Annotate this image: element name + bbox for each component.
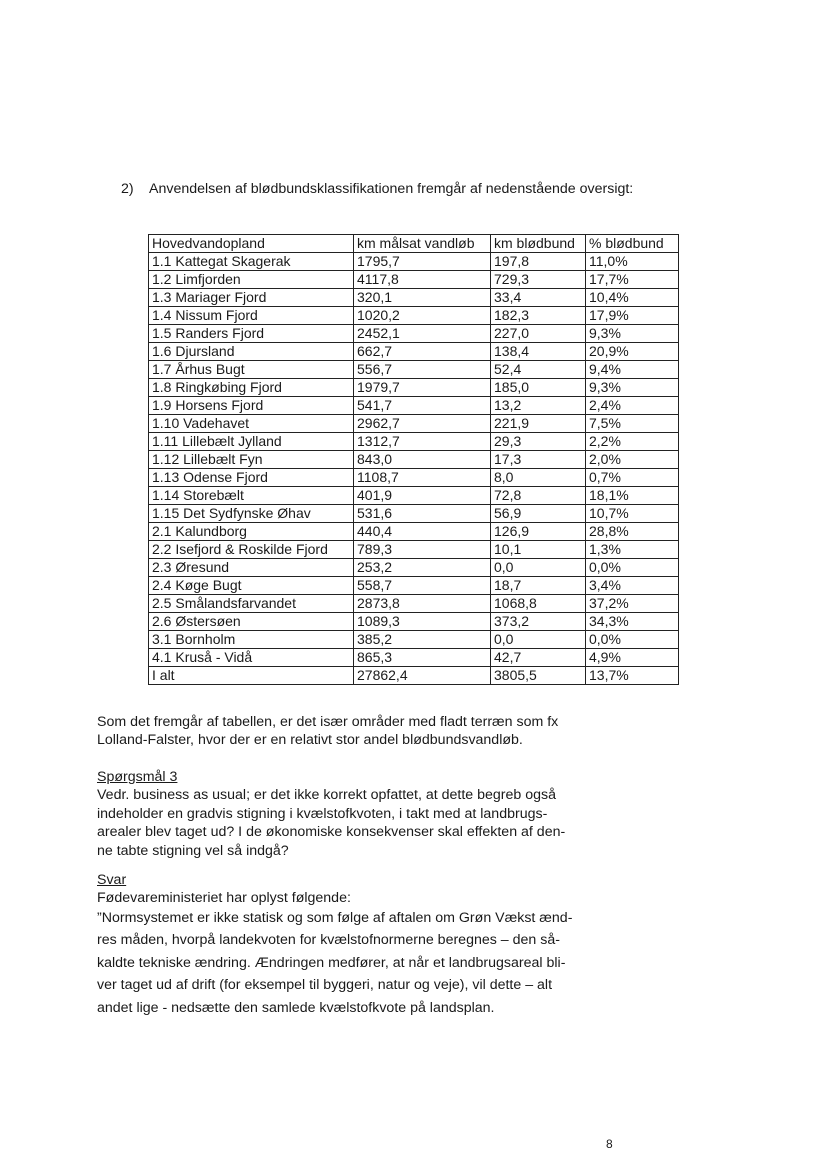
table-cell: 126,9	[491, 523, 586, 541]
table-cell: 0,0	[491, 559, 586, 577]
table-row	[149, 469, 679, 487]
table-cell: 2.3 Øresund	[149, 559, 354, 577]
table-cell: 18,1%	[586, 487, 679, 505]
table-cell: 1795,7	[354, 253, 491, 271]
question-section	[97, 768, 637, 860]
table-cell: 197,8	[491, 253, 586, 271]
text-line: arealer blev taget ud? I de økonomiske konsekvenser skal effekten af den-	[97, 824, 566, 841]
table-cell: 1.10 Vadehavet	[149, 415, 354, 433]
table-cell: 17,7%	[586, 271, 679, 289]
table-cell: 385,2	[354, 631, 491, 649]
table-cell: 2.6 Østersøen	[149, 613, 354, 631]
table-cell: 843,0	[354, 451, 491, 469]
table-cell: 3,4%	[586, 577, 679, 595]
table-cell: 1.13 Odense Fjord	[149, 469, 354, 487]
table-row	[149, 487, 679, 505]
table-cell: 1.5 Randers Fjord	[149, 325, 354, 343]
table-cell: 13,7%	[586, 667, 679, 685]
text-line: andet lige - nedsætte den samlede kvælstofkvote på landsplan.	[97, 999, 495, 1016]
table-row	[149, 343, 679, 361]
table-cell: 2873,8	[354, 595, 491, 613]
table-cell: 1312,7	[354, 433, 491, 451]
soft-bottom-table	[148, 234, 679, 685]
table-header-cell: km blødbund	[491, 235, 586, 253]
table-cell: 2962,7	[354, 415, 491, 433]
table-cell: 9,4%	[586, 361, 679, 379]
table-cell: 7,5%	[586, 415, 679, 433]
table-header-cell: Hovedvandopland	[149, 235, 354, 253]
table-cell: 1.11 Lillebælt Jylland	[149, 433, 354, 451]
table-row	[149, 559, 679, 577]
table-cell: 1089,3	[354, 613, 491, 631]
table-cell: 531,6	[354, 505, 491, 523]
text-line: Lolland-Falster, hvor der er en relativt stor andel blødbundsvandløb.	[97, 732, 523, 749]
table-row	[149, 289, 679, 307]
table-row	[149, 397, 679, 415]
table-cell: 1.9 Horsens Fjord	[149, 397, 354, 415]
table-cell: 17,3	[491, 451, 586, 469]
table-cell: 72,8	[491, 487, 586, 505]
table-cell: 17,9%	[586, 307, 679, 325]
table-cell: 1.3 Mariager Fjord	[149, 289, 354, 307]
text-line: indeholder en gradvis stigning i kvælstofkvoten, i takt med at landbrugs-	[97, 805, 548, 822]
table-cell: 2.4 Køge Bugt	[149, 577, 354, 595]
table-cell: I alt	[149, 667, 354, 685]
paragraph-table-comment	[97, 713, 637, 750]
table-cell: 0,0%	[586, 631, 679, 649]
table-cell: 558,7	[354, 577, 491, 595]
table-cell: 10,1	[491, 541, 586, 559]
table-row	[149, 433, 679, 451]
table-row	[149, 415, 679, 433]
table-row	[149, 613, 679, 631]
table-row	[149, 577, 679, 595]
table-cell: 4,9%	[586, 649, 679, 667]
table-cell: 1,3%	[586, 541, 679, 559]
table-cell: 185,0	[491, 379, 586, 397]
text-line: ver taget ud af drift (for eksempel til byggeri, natur og veje), vil dette – alt	[97, 977, 553, 994]
table-row	[149, 271, 679, 289]
table-cell: 2,0%	[586, 451, 679, 469]
table-row	[149, 253, 679, 271]
table-cell: 52,4	[491, 361, 586, 379]
table-cell: 29,3	[491, 433, 586, 451]
table-header-cell: km målsat vandløb	[354, 235, 491, 253]
table-cell: 3.1 Bornholm	[149, 631, 354, 649]
table-cell: 1068,8	[491, 595, 586, 613]
table-cell: 2,4%	[586, 397, 679, 415]
table-cell: 11,0%	[586, 253, 679, 271]
table-cell: 1108,7	[354, 469, 491, 487]
intro-text: Anvendelsen af blødbundsklassifikationen fremgår af nedenstående oversigt:	[149, 181, 634, 197]
answer-section	[97, 871, 637, 1019]
table-row	[149, 361, 679, 379]
table-cell: 2452,1	[354, 325, 491, 343]
table-cell: 227,0	[491, 325, 586, 343]
table-cell: 1.15 Det Sydfynske Øhav	[149, 505, 354, 523]
table-cell: 10,7%	[586, 505, 679, 523]
table-cell: 440,4	[354, 523, 491, 541]
table-cell: 373,2	[491, 613, 586, 631]
table-row	[149, 523, 679, 541]
table-row	[149, 451, 679, 469]
table-header-cell: % blødbund	[586, 235, 679, 253]
table-cell: 320,1	[354, 289, 491, 307]
table-cell: 33,4	[491, 289, 586, 307]
table-cell: 1020,2	[354, 307, 491, 325]
table-cell: 3805,5	[491, 667, 586, 685]
table-row	[149, 649, 679, 667]
table-row	[149, 667, 679, 685]
table-cell: 401,9	[354, 487, 491, 505]
table-cell: 56,9	[491, 505, 586, 523]
table-cell: 2,2%	[586, 433, 679, 451]
text-line: ”Normsystemet er ikke statisk og som følge af aftalen om Grøn Vækst ænd-	[97, 910, 573, 926]
answer-heading: Svar	[97, 872, 127, 888]
table-cell: 1.6 Djursland	[149, 343, 354, 361]
text-line: ne tabte stigning vel så indgå?	[97, 842, 289, 859]
table-cell: 0,0%	[586, 559, 679, 577]
table-cell: 541,7	[354, 397, 491, 415]
table-cell: 729,3	[491, 271, 586, 289]
intro-item	[121, 180, 641, 198]
table-cell: 1.4 Nissum Fjord	[149, 307, 354, 325]
text-line: Som det fremgår af tabellen, er det især områder med fladt terræn som fx	[97, 714, 559, 730]
table-cell: 4117,8	[354, 271, 491, 289]
table-cell: 662,7	[354, 343, 491, 361]
table-cell: 1.7 Århus Bugt	[149, 361, 354, 379]
table-row	[149, 631, 679, 649]
table-cell: 13,2	[491, 397, 586, 415]
table-cell: 2.2 Isefjord & Roskilde Fjord	[149, 541, 354, 559]
table-row	[149, 379, 679, 397]
table-cell: 28,8%	[586, 523, 679, 541]
table-cell: 42,7	[491, 649, 586, 667]
table-cell: 865,3	[354, 649, 491, 667]
table-cell: 2.1 Kalundborg	[149, 523, 354, 541]
table-row	[149, 595, 679, 613]
table-cell: 1.1 Kattegat Skagerak	[149, 253, 354, 271]
table-cell: 37,2%	[586, 595, 679, 613]
table-cell: 253,2	[354, 559, 491, 577]
table-cell: 9,3%	[586, 379, 679, 397]
table-cell: 182,3	[491, 307, 586, 325]
table-cell: 2.5 Smålandsfarvandet	[149, 595, 354, 613]
table-cell: 789,3	[354, 541, 491, 559]
table-cell: 221,9	[491, 415, 586, 433]
table-cell: 20,9%	[586, 343, 679, 361]
table-cell: 1.2 Limfjorden	[149, 271, 354, 289]
table-cell: 18,7	[491, 577, 586, 595]
table-row	[149, 307, 679, 325]
table-cell: 556,7	[354, 361, 491, 379]
table-cell: 1.8 Ringkøbing Fjord	[149, 379, 354, 397]
table-cell: 1979,7	[354, 379, 491, 397]
table-cell: 10,4%	[586, 289, 679, 307]
table-cell: 0,7%	[586, 469, 679, 487]
table-cell: 34,3%	[586, 613, 679, 631]
table-cell: 1.14 Storebælt	[149, 487, 354, 505]
table-cell: 1.12 Lillebælt Fyn	[149, 451, 354, 469]
table-cell: 8,0	[491, 469, 586, 487]
table-row	[149, 541, 679, 559]
text-line: res måden, hvorpå landekvoten for kvælstofnormerne beregnes – den så-	[97, 932, 560, 949]
table-cell: 4.1 Kruså - Vidå	[149, 649, 354, 667]
page-number: 8	[606, 1137, 613, 1151]
table-row	[149, 505, 679, 523]
table-cell: 9,3%	[586, 325, 679, 343]
table-cell: 0,0	[491, 631, 586, 649]
text-line: kaldte tekniske ændring. Ændringen medfører, at når et landbrugsareal bli-	[97, 954, 566, 971]
question-heading: Spørgsmål 3	[97, 769, 178, 785]
item-number: 2)	[121, 181, 134, 197]
table-cell: 27862,4	[354, 667, 491, 685]
text-line: Fødevareministeriet har oplyst følgende:	[97, 890, 351, 906]
text-line: Vedr. business as usual; er det ikke korrekt opfattet, at dette begreb også	[97, 787, 557, 804]
table-row	[149, 325, 679, 343]
table-header-row	[149, 235, 679, 253]
table-cell: 138,4	[491, 343, 586, 361]
